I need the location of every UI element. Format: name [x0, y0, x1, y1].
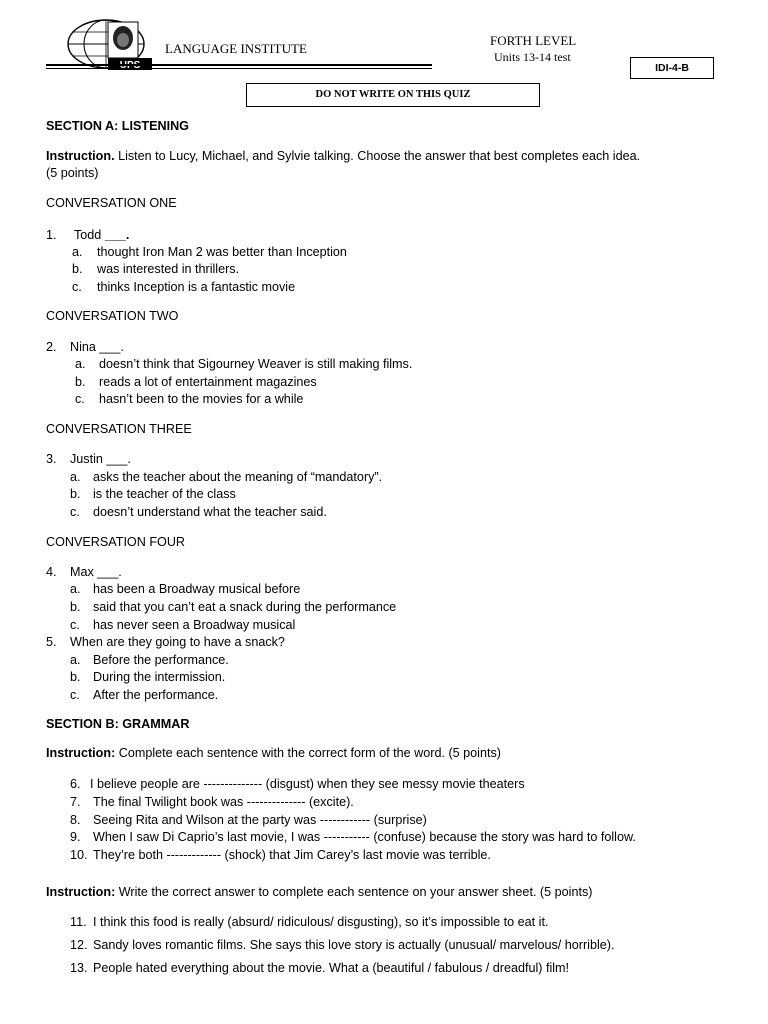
- conversation-title: CONVERSATION ONE: [46, 196, 177, 210]
- option-text: thinks Inception is a fantastic movie: [97, 280, 296, 294]
- header-rule: [46, 64, 432, 66]
- option-text: was interested in thrillers.: [97, 262, 240, 276]
- option-letter: a.: [70, 653, 81, 667]
- option-text: thought Iron Man 2 was better than Inception: [97, 245, 347, 259]
- option-letter: a.: [70, 582, 81, 596]
- question-text: Nina ___.: [70, 340, 124, 354]
- option-text: asks the teacher about the meaning of “mandatory”.: [93, 470, 383, 484]
- institute-name: LANGUAGE INSTITUTE: [165, 41, 307, 56]
- section-a-title: SECTION A: LISTENING: [46, 119, 189, 133]
- option-text: During the intermission.: [93, 670, 226, 684]
- question-text: Todd ___.: [74, 228, 130, 242]
- question-text: I believe people are -------------- (disgust) when they see messy movie theaters: [90, 777, 525, 791]
- question-text: When I saw Di Caprio’s last movie, I was ----------- (confuse) because the story was hard to follow.: [93, 830, 636, 844]
- option-letter: b.: [70, 670, 81, 684]
- option-text: After the performance.: [93, 688, 219, 702]
- option-letter: a.: [75, 357, 86, 371]
- question-number: 9.: [70, 830, 81, 844]
- section-b-instruction-1: Instruction: Complete each sentence with the correct form of the word. (5 points): [46, 746, 501, 760]
- warning-box: DO NOT WRITE ON THIS QUIZ: [246, 83, 540, 107]
- question-number: 13.: [70, 961, 88, 975]
- question-number: 8.: [70, 813, 81, 827]
- question-number: 3.: [46, 452, 57, 466]
- question-text: The final Twilight book was -------------- (excite).: [93, 795, 354, 809]
- question-text: Max ___.: [70, 565, 122, 579]
- question-number: 10.: [70, 848, 88, 862]
- question-number: 7.: [70, 795, 81, 809]
- option-letter: a.: [70, 470, 81, 484]
- question-text: Sandy loves romantic films. She says this love story is actually (unusual/ marvelous/ horrible).: [93, 938, 615, 952]
- option-letter: c.: [72, 280, 82, 294]
- question-text: Justin ___.: [70, 452, 131, 466]
- section-a-instruction: Instruction. Listen to Lucy, Michael, and Sylvie talking. Choose the answer that best completes each idea.: [46, 149, 641, 163]
- question-text: I think this food is really (absurd/ ridiculous/ disgusting), so it’s impossible to eat it.: [93, 915, 549, 929]
- question-number: 1.: [46, 228, 57, 242]
- option-text: reads a lot of entertainment magazines: [99, 375, 317, 389]
- option-text: doesn’t understand what the teacher said.: [93, 505, 327, 519]
- option-text: hasn’t been to the movies for a while: [99, 392, 304, 406]
- option-text: said that you can’t eat a snack during the performance: [93, 600, 397, 614]
- option-text: Before the performance.: [93, 653, 229, 667]
- question-text: When are they going to have a snack?: [70, 635, 285, 649]
- option-letter: b.: [72, 262, 83, 276]
- section-b-instruction-2: Instruction: Write the correct answer to complete each sentence on your answer sheet. (5 points): [46, 885, 593, 899]
- header-rule-thin: [46, 68, 432, 69]
- option-text: doesn’t think that Sigourney Weaver is still making films.: [99, 357, 413, 371]
- question-number: 4.: [46, 565, 57, 579]
- question-number: 11.: [70, 915, 87, 929]
- option-letter: c.: [70, 688, 80, 702]
- option-letter: b.: [75, 375, 86, 389]
- question-number: 2.: [46, 340, 57, 354]
- conversation-title: CONVERSATION FOUR: [46, 535, 186, 549]
- question-number: 12.: [70, 938, 88, 952]
- level-label: FORTH LEVEL: [490, 33, 577, 48]
- conversation-title: CONVERSATION THREE: [46, 422, 192, 436]
- units-label: Units 13-14 test: [494, 50, 571, 64]
- conversation-title: CONVERSATION TWO: [46, 309, 179, 323]
- test-code-box: IDI-4-B: [630, 57, 714, 79]
- option-letter: a.: [72, 245, 83, 259]
- option-letter: c.: [75, 392, 85, 406]
- option-letter: b.: [70, 487, 81, 501]
- option-text: has been a Broadway musical before: [93, 582, 301, 596]
- question-text: They’re both ------------- (shock) that Jim Carey’s last movie was terrible.: [93, 848, 491, 862]
- option-letter: b.: [70, 600, 81, 614]
- question-text: People hated everything about the movie. What a (beautiful / fabulous / dreadful) film!: [93, 961, 570, 975]
- question-text: Seeing Rita and Wilson at the party was ------------ (surprise): [93, 813, 427, 827]
- section-b-title: SECTION B: GRAMMAR: [46, 717, 190, 731]
- section-a-instruction-points: (5 points): [46, 166, 99, 180]
- option-text: is the teacher of the class: [93, 487, 236, 501]
- question-number: 6.: [70, 777, 81, 791]
- option-text: has never seen a Broadway musical: [93, 618, 296, 632]
- question-number: 5.: [46, 635, 57, 649]
- option-letter: c.: [70, 505, 80, 519]
- option-letter: c.: [70, 618, 80, 632]
